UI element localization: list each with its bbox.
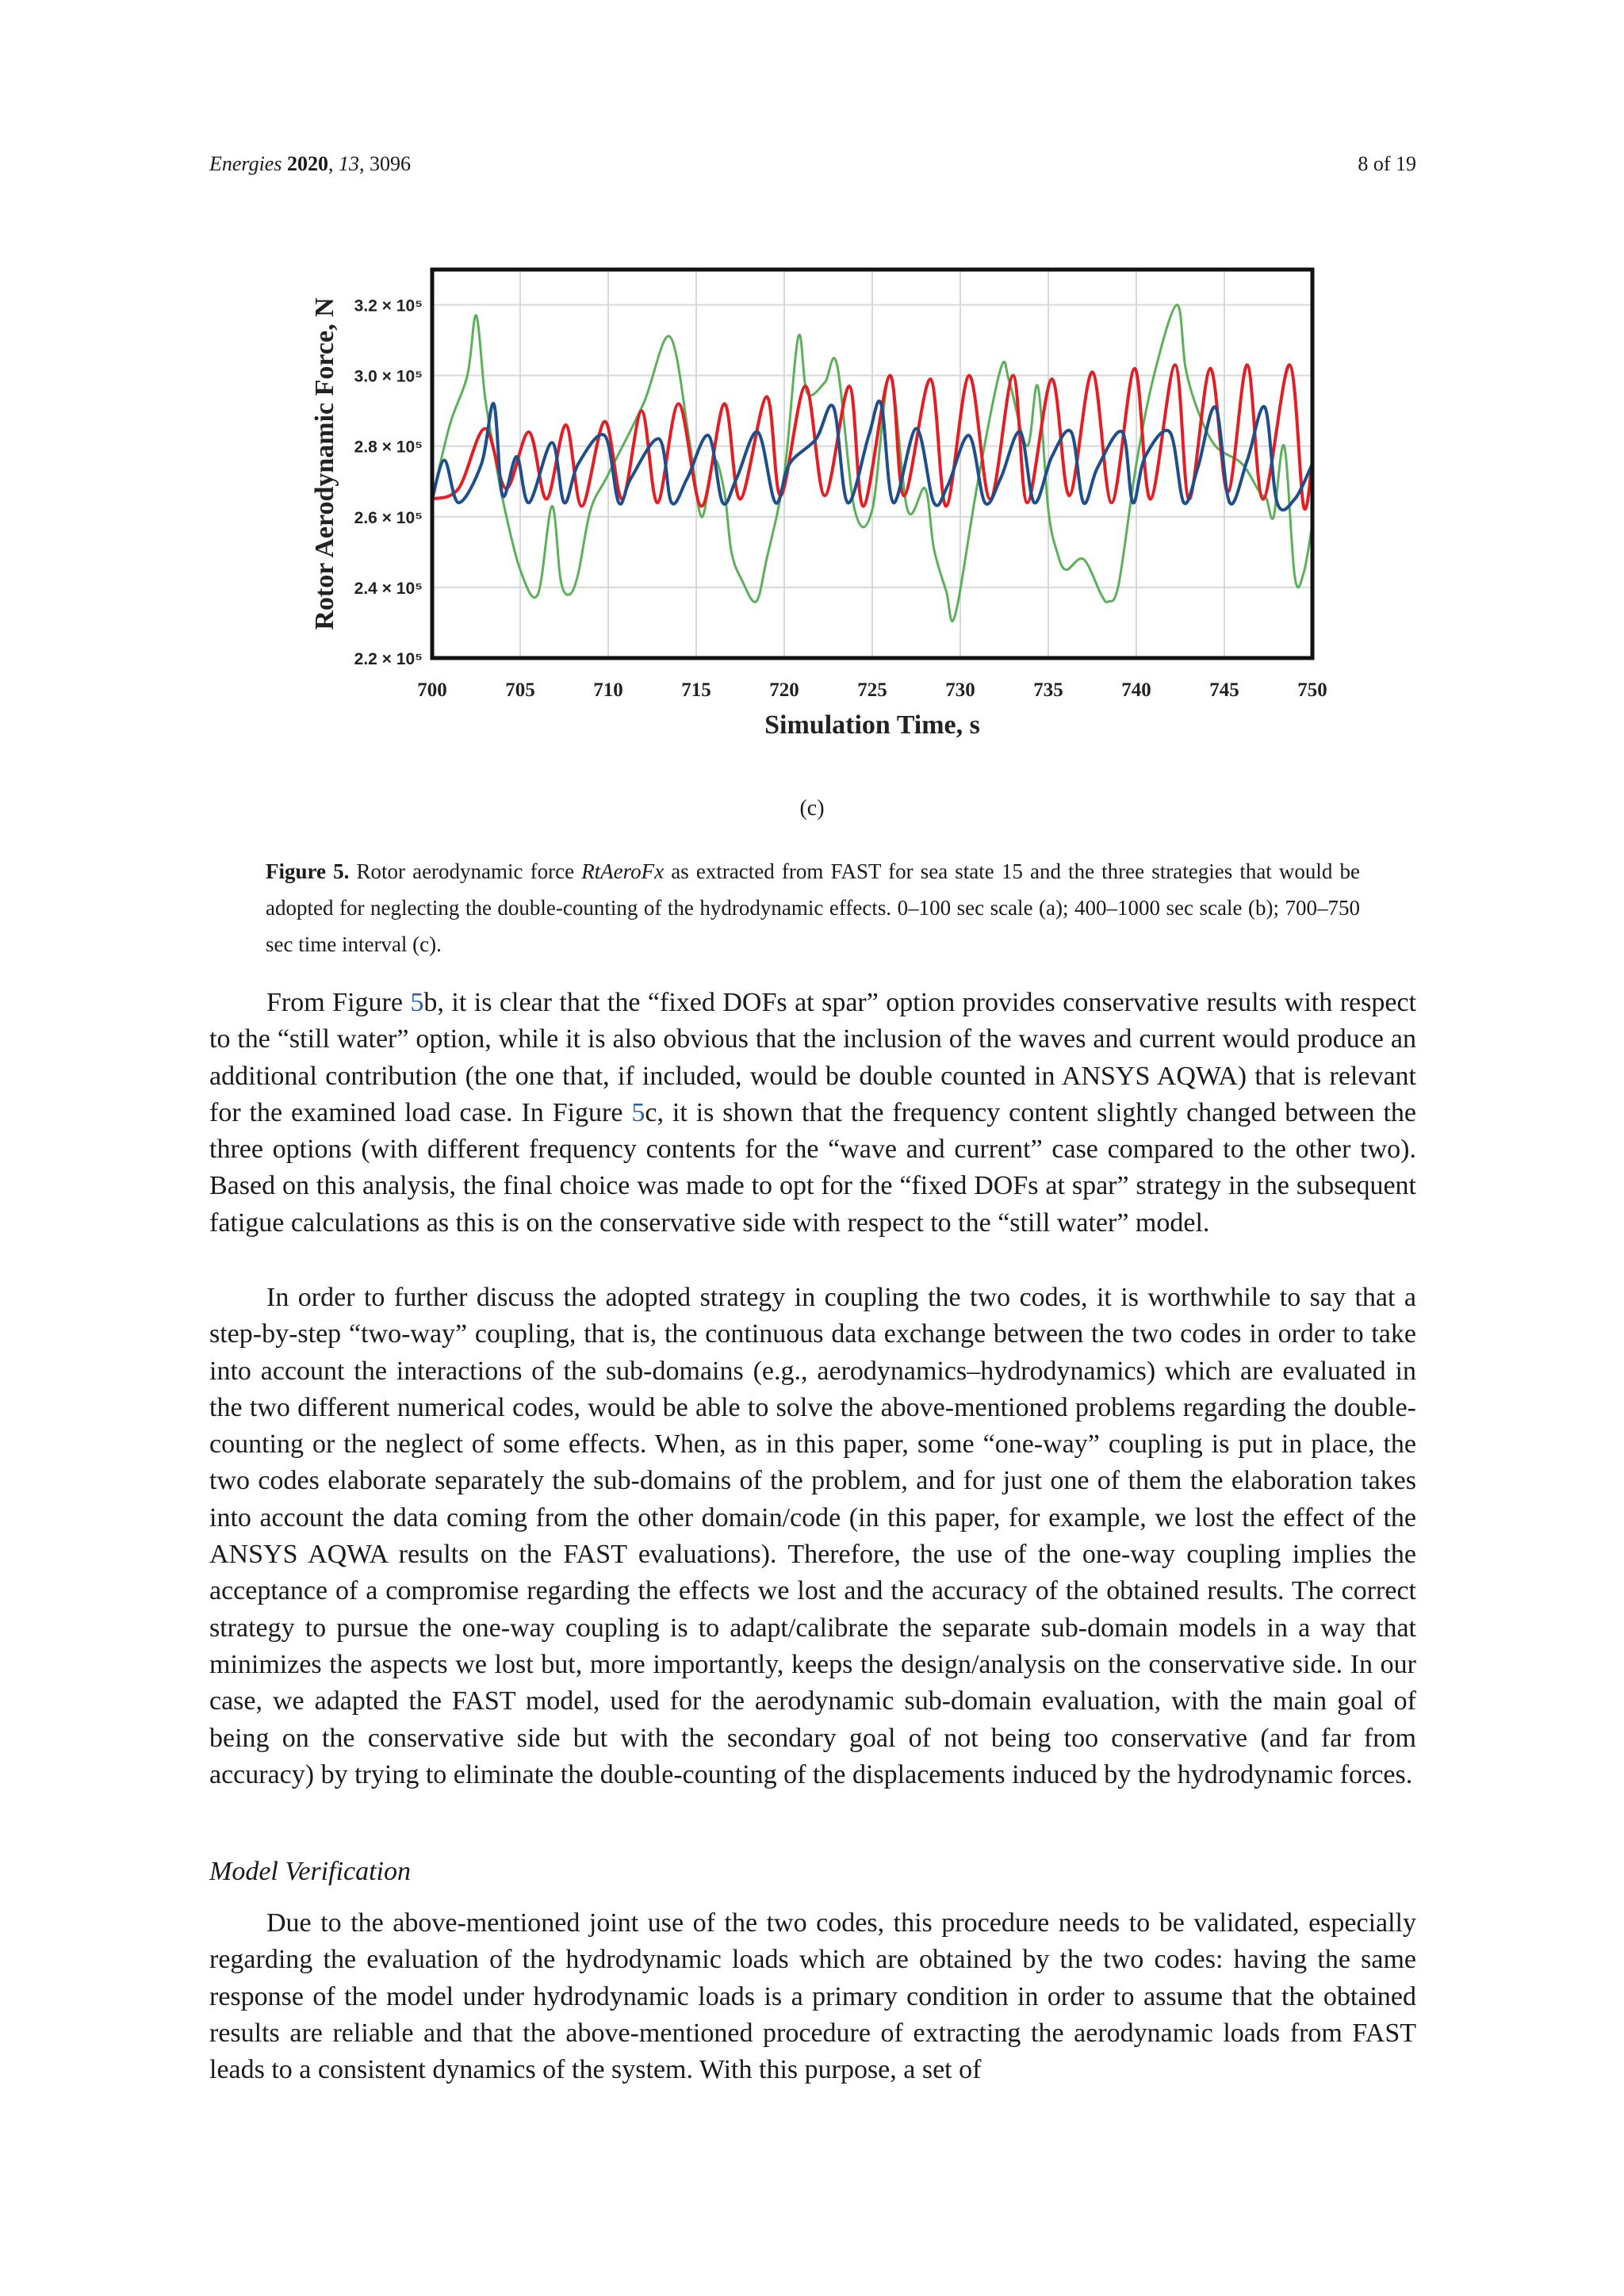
y-tick-label: 2.6 × 10⁵ [354,508,423,527]
journal-year: 2020 [286,152,328,175]
paragraph-1-text-b: b, it is clear that the “fixed DOFs at spar” option provides conservative results with respect to the “still water” option, while it is also obvious that the inclusion of the waves and current would produce an additional contribution (the one that, if included, would be double counted in ANSYS AQWA) that is relevant for the examined load case. In Figure [209,988,1416,1127]
figure-5-link-1[interactable]: 5 [410,988,424,1017]
y-tick-label: 2.8 × 10⁵ [354,438,423,457]
x-tick-label: 715 [681,679,711,701]
y-tick-label: 3.2 × 10⁵ [354,297,423,316]
paragraph-3-text: Due to the above-mentioned joint use of the two codes, this procedure needs to be validated, especially regarding the evaluation of the hydrodynamic loads which are obtained by the two codes: having the same response of the model under hydrodynamic loads is a primary condition in order to assume that the obtained results are reliable and that the above-mentioned procedure of extracting the aerodynamic loads from FAST leads to a consistent dynamics of the system. With this purpose, a set of [209,1908,1416,2085]
paragraph-2-text: In order to further discuss the adopted strategy in coupling the two codes, it is worthwhile to say that a step-by-step “two-way” coupling, that is, the continuous data exchange between the two codes in order to take into account the interactions of the sub-domains (e.g., aerodynamics–hydrodynamics) which are evaluated in the two different numerical codes, would be able to solve the above-mentioned problems regarding the double-counting or the neglect of some effects. When, as in this paper, some “one-way” coupling is put in place, the two codes elaborate separately the sub-domains of the problem, and for just one of them the elaboration takes into account the data coming from the other domain/code (in this paper, for example, we lost the effect of the ANSYS AQWA results on the FAST evaluations). Therefore, the use of the one-way coupling implies the acceptance of a compromise regarding the effects we lost and the accuracy of the obtained results. The correct strategy to pursue the one-way coupling is to adapt/calibrate the separate sub-domain models in a way that minimizes the aspects we lost but, more importantly, keeps the design/analysis on the conservative side. In our case, we adapted the FAST model, used for the aerodynamic sub-domain evaluation, with the main goal of being on the conservative side but with the secondary goal of not being too conservative (and far from accuracy) by trying to eliminate the double-counting of the displacements induced by the hydrodynamic forces. [209,1283,1416,1789]
x-tick-label: 725 [857,679,887,701]
caption-text: as extracted from FAST for sea state 15 and the three strategies that would be adopted for neglecting the double-counting of the hydrodynamic effects. 0–100 sec scale (a); 400–1000 sec scale (b); 700–750 sec time interval (c). [266,859,1361,956]
x-tick-labels [417,679,1327,701]
caption-pre: Rotor aerodynamic force [356,859,575,883]
y-tick-label: 3.0 × 10⁵ [354,367,423,386]
journal-volume: 13 [338,152,359,175]
paragraph-3 [209,1905,1416,2088]
y-tick-label: 2.2 × 10⁵ [354,650,423,668]
figure-5c-chart [293,254,1348,761]
line-chart [293,254,1348,761]
paragraph-1-text-c: c, it is shown that the frequency content slightly changed between the three options (with different frequency contents for the “wave and current” case compared to the other two). Based on this analysis, the final choice was made to opt for the “fixed DOFs at spar” strategy in the subsequent fatigue calculations as this is on the conservative side with respect to the “still water” model. [209,1097,1417,1238]
x-tick-label: 740 [1121,679,1151,701]
x-tick-label: 745 [1209,679,1239,701]
paragraph-2 [209,1280,1416,1793]
x-tick-label: 700 [417,679,447,701]
paragraph-1-text-a: From Figure [266,988,411,1017]
figure-5-link-2[interactable]: 5 [631,1097,645,1127]
x-tick-label: 705 [505,679,535,701]
x-tick-label: 735 [1033,679,1063,701]
x-axis-label: Simulation Time, s [764,710,980,740]
caption-variable: RtAeroFx [581,859,665,883]
x-tick-label: 710 [593,679,623,701]
figure-caption [266,853,1360,962]
page-number: 8 of 19 [1358,152,1416,175]
x-tick-label: 720 [769,679,799,701]
running-header-citation: Energies 2020, 13, 3096 [209,152,411,175]
x-tick-label: 750 [1297,679,1327,701]
subfigure-label: (c) [799,796,825,821]
section-heading: Model Verification [209,1857,412,1886]
y-axis-label: Rotor Aerodynamic Force, N [310,297,339,630]
y-tick-label: 2.4 × 10⁵ [354,579,423,598]
article-number: 3096 [369,152,411,175]
y-tick-labels [354,297,423,668]
journal-name: Energies [209,152,282,175]
paragraph-1 [209,985,1416,1242]
caption-label: Figure 5. [266,859,350,883]
x-tick-label: 730 [945,679,975,701]
